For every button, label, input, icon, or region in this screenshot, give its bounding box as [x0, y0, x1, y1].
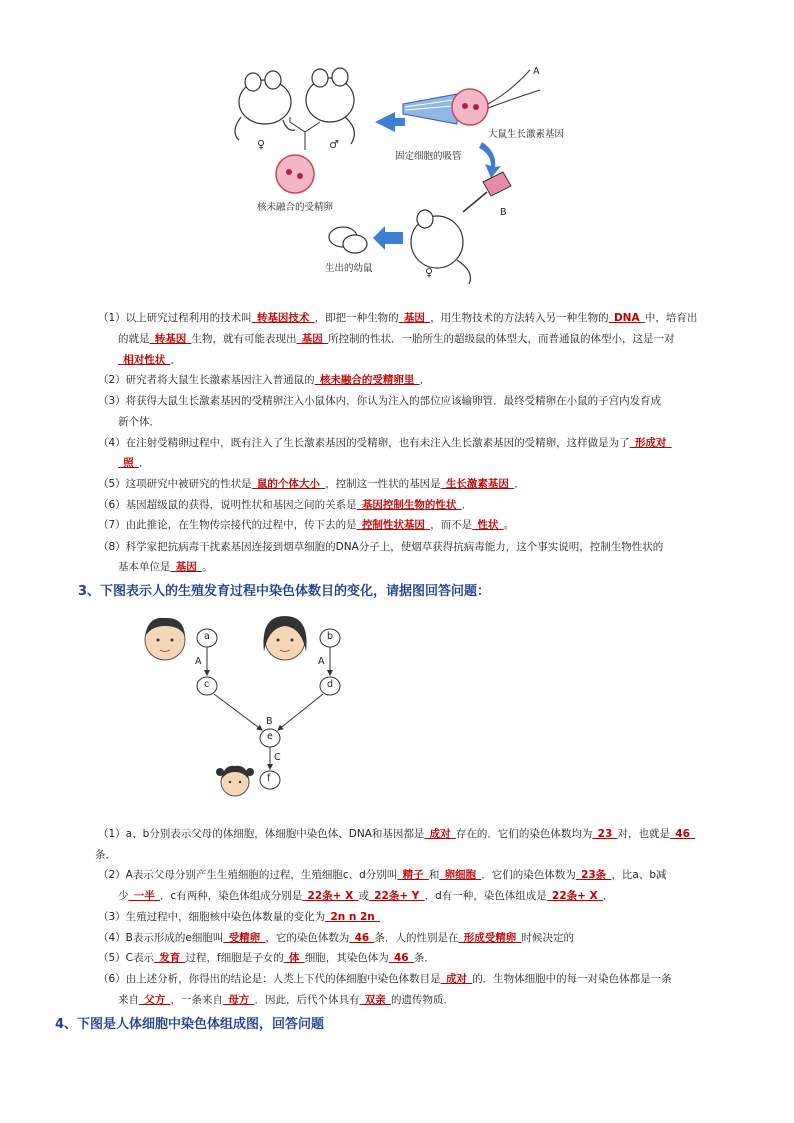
answer-blank: 46	[388, 952, 414, 964]
answer-blank: 2n n 2n	[325, 911, 381, 923]
transgenic-mouse-illustration	[225, 62, 545, 287]
question-text: ．它们的染色体数为	[481, 869, 576, 881]
question-text: 的遗传物质．	[391, 994, 454, 1006]
question-text: （3）生殖过程中，细胞核中染色体数量的变化为	[98, 911, 326, 923]
question-text: 新个体．	[118, 416, 160, 428]
q2-lines-line	[118, 560, 213, 574]
question-text: 过程，f细胞是子女的	[185, 952, 284, 964]
node-f-label: f	[267, 773, 271, 784]
answer-blank: 成对	[440, 973, 473, 985]
q3-lines-line	[95, 848, 116, 862]
question-text: ．c有两种，染色体组成分别是	[160, 890, 303, 902]
question-text: （4）在注射受精卵过程中，既有注入了生长激素基因的受精卵，也有未注入生长激素基因的受精卵，这样做是为了	[98, 437, 630, 449]
q2-lines-line	[118, 456, 150, 470]
question-text: （4）B表示形成的e细胞叫	[98, 932, 224, 944]
question-text: 来自	[118, 994, 139, 1006]
question-text: 存在的．它们的染色体数均为	[455, 828, 593, 840]
question-text: ，一条来自	[170, 994, 223, 1006]
male-symbol: ♂	[329, 138, 339, 151]
answer-blank: DNA	[608, 312, 645, 324]
question-text: 。	[503, 519, 515, 531]
q2-lines-line	[118, 415, 160, 429]
q2-lines-line	[98, 311, 697, 325]
q3-lines-line	[98, 931, 574, 945]
question-text: 基本单位是	[118, 561, 171, 573]
fertilized-egg-label: 核未融合的受精卵	[257, 202, 334, 213]
label-b: B	[500, 207, 507, 218]
question-text: （5）C表示	[98, 952, 155, 964]
answer-blank: 基因	[170, 561, 202, 573]
question-text: 条．	[95, 849, 116, 861]
question-text: （7）由此推论，在生物传宗接代的过程中，传下去的是	[98, 519, 357, 531]
answer-blank: 核未融合的受精卵里	[314, 374, 420, 386]
pipette-label: 固定细胞的吸管	[395, 151, 462, 162]
node-d-label: d	[327, 679, 334, 690]
answer-blank: 23条	[575, 869, 612, 881]
pups-label: 生出的幼鼠	[325, 263, 373, 274]
q2-lines-line	[98, 518, 514, 532]
answer-blank: 成对	[424, 828, 456, 840]
question-text: （2）研究者将大鼠生长激素基因注入普通鼠的	[98, 374, 315, 386]
question-text: （6）基因超级鼠的获得，说明性状和基因之间的关系是	[98, 499, 357, 511]
q3-lines-line	[118, 889, 613, 903]
chromosome-flow-figure	[140, 612, 370, 802]
q2-lines-line	[98, 498, 472, 512]
answer-blank: 基因	[296, 333, 328, 345]
q3-lines-line	[98, 868, 667, 882]
answer-blank: 形成受精卵	[458, 932, 522, 944]
question-text: ，用生物技术的方法转入另一种生物的	[430, 312, 609, 324]
answer-blank: 22条+ X	[546, 890, 603, 902]
question-text: 条．	[413, 952, 435, 964]
q3-lines-line	[118, 993, 454, 1007]
question-3-title: 3、下图表示人的生殖发育过程中染色体数目的变化，请据图回答问题：	[78, 584, 491, 599]
answer-blank: 相对性状	[118, 354, 171, 366]
question-text: ．	[419, 374, 431, 386]
answer-blank: 体	[283, 952, 305, 964]
arrow-b-label: B	[266, 716, 273, 727]
answer-blank: 22条+ Y	[368, 890, 425, 902]
answer-blank: 双亲	[359, 994, 391, 1006]
chromosome-flow-diagram	[140, 612, 370, 802]
transgenic-mouse-figure	[225, 62, 565, 287]
q2-lines-line	[98, 394, 661, 408]
question-text: 中，培育出	[644, 312, 698, 324]
q3-lines-line	[98, 951, 435, 965]
arrow-c-label: C	[274, 752, 281, 763]
q2-lines-line	[98, 540, 663, 554]
q2-lines-line	[118, 353, 181, 367]
answer-blank: 形成对	[629, 437, 672, 449]
q3-lines-line	[98, 910, 380, 924]
female-symbol-1: ♀	[257, 138, 266, 151]
answer-blank: 基因	[398, 312, 431, 324]
question-text: ．	[602, 890, 614, 902]
answer-blank: 生长激素基因	[440, 478, 515, 490]
question-text: ．	[461, 499, 473, 511]
answer-blank: 22条+ X	[302, 890, 359, 902]
fertilized-egg-cell	[276, 155, 314, 193]
male-mouse-illustration	[306, 68, 354, 144]
q2-lines-line	[98, 436, 672, 450]
node-b-label: b	[327, 631, 334, 642]
answer-blank: 母方	[223, 994, 255, 1006]
father-face-icon	[145, 618, 185, 660]
answer-blank: 照	[118, 457, 139, 469]
question-text: （2）A表示父母分别产生生殖细胞的过程，生殖细胞c、d分别叫	[98, 869, 398, 881]
question-text: （6）由上述分析，你得出的结论是：人类上下代的体细胞中染色体数目是	[98, 973, 441, 985]
question-text: 。	[202, 561, 213, 573]
answer-blank: 父方	[139, 994, 171, 1006]
question-text: 的．生物体细胞中的每一对染色体都是一条	[472, 973, 672, 985]
question-text: 条．人的性别是在	[374, 932, 459, 944]
q2-lines-line	[98, 373, 430, 387]
q3-lines-line	[98, 972, 672, 986]
answer-blank: 23	[592, 828, 618, 840]
gene-label: 大鼠生长激素基因	[488, 129, 565, 140]
question-text: ，而不是	[430, 519, 473, 531]
question-text: （1）以上研究过程利用的技术叫	[98, 312, 252, 324]
answer-blank: 鼠的个体大小	[251, 478, 326, 490]
node-c-label: c	[204, 679, 210, 690]
question-text: （5）这项研究中被研究的性状是	[98, 478, 252, 490]
question-text: ，比a、b减	[611, 869, 667, 881]
q2-lines-line	[98, 477, 525, 491]
question-text: ．	[139, 457, 150, 469]
question-text: ，即把一种生物的	[314, 312, 399, 324]
answer-blank: 受精卵	[223, 932, 266, 944]
question-text: 或	[358, 890, 369, 902]
question-text: ，控制这一性状的基因是	[325, 478, 441, 490]
answer-blank: 精子	[397, 869, 429, 881]
label-a: A	[533, 66, 540, 77]
question-text: （8）科学家把抗病毒干扰素基因连接到烟草细胞的DNA分子上，使烟草获得抗病毒能力，这个事实说明，控制生物性状的	[98, 541, 664, 553]
question-text: 细胞，其染色体为	[304, 952, 389, 964]
question-text: 的就是	[118, 333, 150, 345]
recipient-mouse-illustration	[411, 210, 471, 284]
answer-blank: 基因控制生物的性状	[356, 499, 462, 511]
arrow-a-right-label: A	[318, 656, 325, 667]
question-text: 生物，就有可能表现出	[191, 333, 297, 345]
question-text: 少	[118, 890, 129, 902]
answer-blank: 一半	[128, 890, 160, 902]
question-text: （3）将获得大鼠生长激素基因的受精卵注入小鼠体内，你认为注入的部位应该输卵管．最终受精卵在小鼠的子宫内发育成	[98, 395, 662, 407]
answer-blank: 46	[349, 932, 375, 944]
node-a-label: a	[204, 631, 210, 642]
question-4-title: 4、下图是人体细胞中染色体组成图，回答问题	[55, 1017, 325, 1032]
pups-illustration	[329, 227, 367, 253]
syringe-illustration	[463, 172, 511, 212]
answer-blank: 性状	[472, 519, 504, 531]
question-text: （1）a、b分别表示父母的体细胞，体细胞中染色体、DNA和基因都是	[98, 828, 425, 840]
arrow-a-left-label: A	[195, 656, 202, 667]
question-text: ．	[514, 478, 525, 490]
question-text: 和	[428, 869, 440, 881]
q2-lines-line	[118, 332, 675, 346]
female-symbol-2: ♀	[425, 266, 434, 279]
question-text: ．	[170, 354, 181, 366]
q3-lines-line	[98, 827, 695, 841]
question-text: 对，也就是	[617, 828, 671, 840]
answer-blank: 转基因	[149, 333, 192, 345]
question-text: 时候决定的	[521, 932, 574, 944]
answer-blank: 控制性状基因	[356, 519, 431, 531]
child-face-icon	[216, 766, 254, 796]
question-text: ．因此，后代个体具有	[254, 994, 360, 1006]
question-text: 所控制的性状．一胎所生的超级鼠的体型大，而普通鼠的体型小，这是一对	[328, 333, 675, 345]
question-text: ，它的染色体数为	[265, 932, 350, 944]
mother-face-icon	[263, 616, 306, 660]
female-mouse-illustration	[235, 71, 295, 140]
node-e-label: e	[267, 731, 273, 742]
answer-blank: 转基因技术	[251, 312, 315, 324]
answer-blank: 46	[670, 828, 696, 840]
injected-egg-cell	[452, 89, 488, 125]
answer-blank: 发育	[154, 952, 186, 964]
answer-blank: 卵细胞	[439, 869, 482, 881]
question-text: ．d有一种，染色体组成是	[424, 890, 547, 902]
